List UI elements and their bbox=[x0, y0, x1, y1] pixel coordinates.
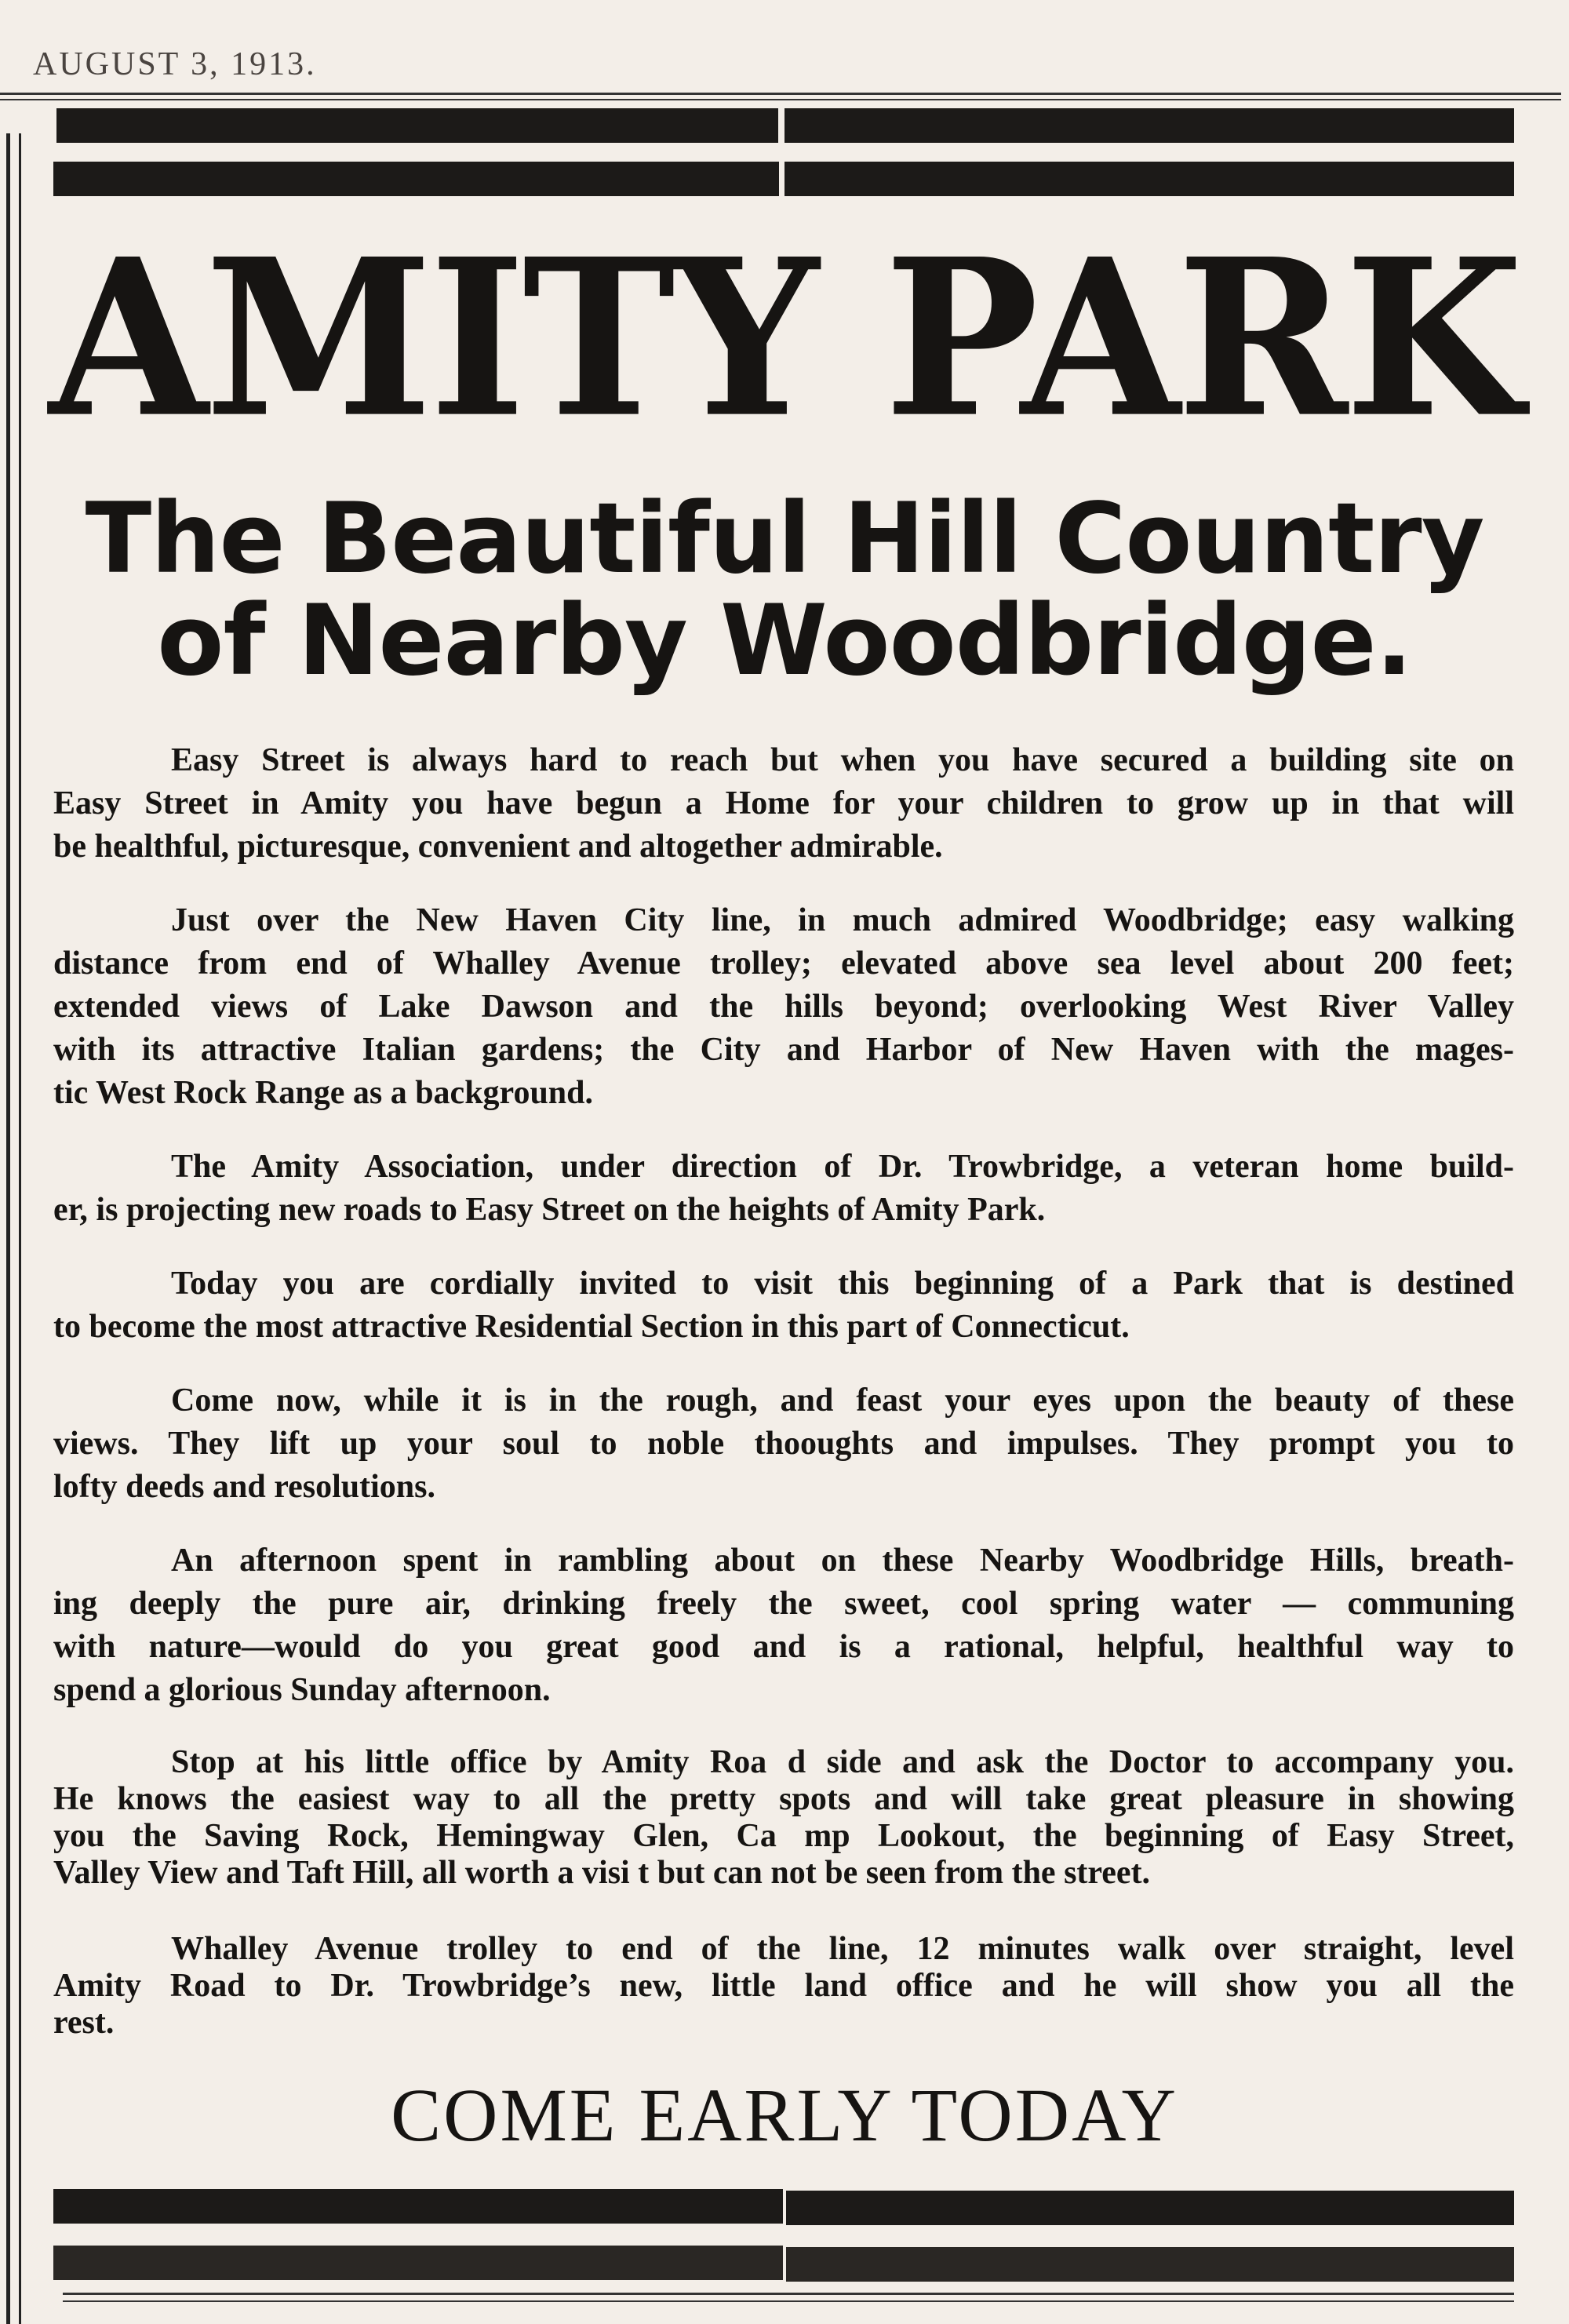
paragraph bbox=[53, 1146, 1514, 1232]
bottom-bar2-right bbox=[786, 2247, 1514, 2282]
text-line: lofty deeds and resolutions. bbox=[53, 1469, 435, 1505]
bottom-bar-left bbox=[53, 2189, 783, 2224]
text-line: Valley View and Taft Hill, all worth a visi t but can not be seen from the street. bbox=[53, 1855, 1151, 1891]
paragraph bbox=[53, 899, 1514, 1115]
top-rule bbox=[0, 93, 1561, 95]
paragraph bbox=[53, 1744, 1514, 1892]
top-bar2-left bbox=[53, 162, 779, 196]
bottom-bar2-left bbox=[53, 2246, 783, 2280]
ad-subtitle-line-1: The Beautiful Hill Country bbox=[85, 483, 1484, 596]
text-line: Easy Street is always hard to reach but when you have secured a building site on bbox=[171, 742, 1514, 778]
text-line: Whalley Avenue trolley to end of the line, 12 minutes walk over straight, level bbox=[171, 1931, 1514, 1967]
text-line: tic West Rock Range as a background. bbox=[53, 1075, 594, 1111]
top-bar-left bbox=[56, 108, 778, 143]
text-line: views. They lift up your soul to noble thooughts and impulses. They prompt you to bbox=[53, 1426, 1514, 1462]
text-line: Amity Road to Dr. Trowbridge’s new, little land office and he will show you all the bbox=[53, 1968, 1514, 2004]
text-line: to become the most attractive Residential Section in this part of Connecticut. bbox=[53, 1309, 1130, 1345]
paragraph bbox=[53, 1539, 1514, 1712]
text-line: ing deeply the pure air, drinking freely the sweet, cool spring water — communing bbox=[53, 1586, 1514, 1622]
text-line: rest. bbox=[53, 2005, 115, 2041]
text-line: you the Saving Rock, Hemingway Glen, Ca mp Lookout, the beginning of Easy Street, bbox=[53, 1818, 1514, 1854]
text-line: with nature—would do you great good and is a rational, helpful, healthful way to bbox=[53, 1629, 1514, 1665]
bottom-rule bbox=[63, 2293, 1514, 2295]
text-line: Easy Street in Amity you have begun a Home for your children to grow up in that will bbox=[53, 785, 1514, 821]
text-line: with its attractive Italian gardens; the City and Harbor of New Haven with the mages- bbox=[53, 1032, 1514, 1068]
text-line: distance from end of Whalley Avenue trolley; elevated above sea level about 200 feet; bbox=[53, 945, 1514, 982]
top-rule-thin bbox=[0, 99, 1561, 100]
text-line: He knows the easiest way to all the pretty spots and will take great pleasure in showing bbox=[53, 1781, 1514, 1817]
paragraph bbox=[53, 1931, 1514, 2042]
ad-title: AMITY PARK bbox=[49, 211, 1520, 465]
text-line: Come now, while it is in the rough, and feast your eyes upon the beauty of these bbox=[171, 1382, 1514, 1419]
left-border-inner bbox=[19, 133, 21, 2324]
ad-subtitle-line-2: of Nearby Woodbridge. bbox=[157, 585, 1412, 698]
page-date: AUGUST 3, 1913. bbox=[33, 46, 317, 82]
top-bar2-right bbox=[784, 162, 1514, 196]
text-line: Today you are cordially invited to visit this beginning of a Park that is destined bbox=[171, 1266, 1514, 1302]
text-line: er, is projecting new roads to Easy Street on the heights of Amity Park. bbox=[53, 1192, 1046, 1228]
paragraph bbox=[53, 1262, 1514, 1349]
text-line: An afternoon spent in rambling about on these Nearby Woodbridge Hills, breath- bbox=[171, 1543, 1514, 1579]
call-to-action: COME EARLY TODAY bbox=[391, 2073, 1178, 2157]
bottom-rule-thin bbox=[63, 2300, 1514, 2302]
paragraph bbox=[53, 1379, 1514, 1509]
text-line: be healthful, picturesque, convenient and altogether admirable. bbox=[53, 829, 943, 865]
text-line: The Amity Association, under direction of Dr. Trowbridge, a veteran home build- bbox=[171, 1149, 1514, 1185]
paragraph bbox=[53, 739, 1514, 869]
text-line: Just over the New Haven City line, in much admired Woodbridge; easy walking bbox=[171, 902, 1514, 938]
text-line: extended views of Lake Dawson and the hills beyond; overlooking West River Valley bbox=[53, 989, 1514, 1025]
bottom-bar-right bbox=[786, 2191, 1514, 2225]
text-line: spend a glorious Sunday afternoon. bbox=[53, 1672, 551, 1708]
top-bar-right bbox=[784, 108, 1514, 143]
text-line: Stop at his little office by Amity Roa d side and ask the Doctor to accompany you. bbox=[171, 1744, 1514, 1780]
left-border-outer bbox=[6, 133, 10, 2324]
